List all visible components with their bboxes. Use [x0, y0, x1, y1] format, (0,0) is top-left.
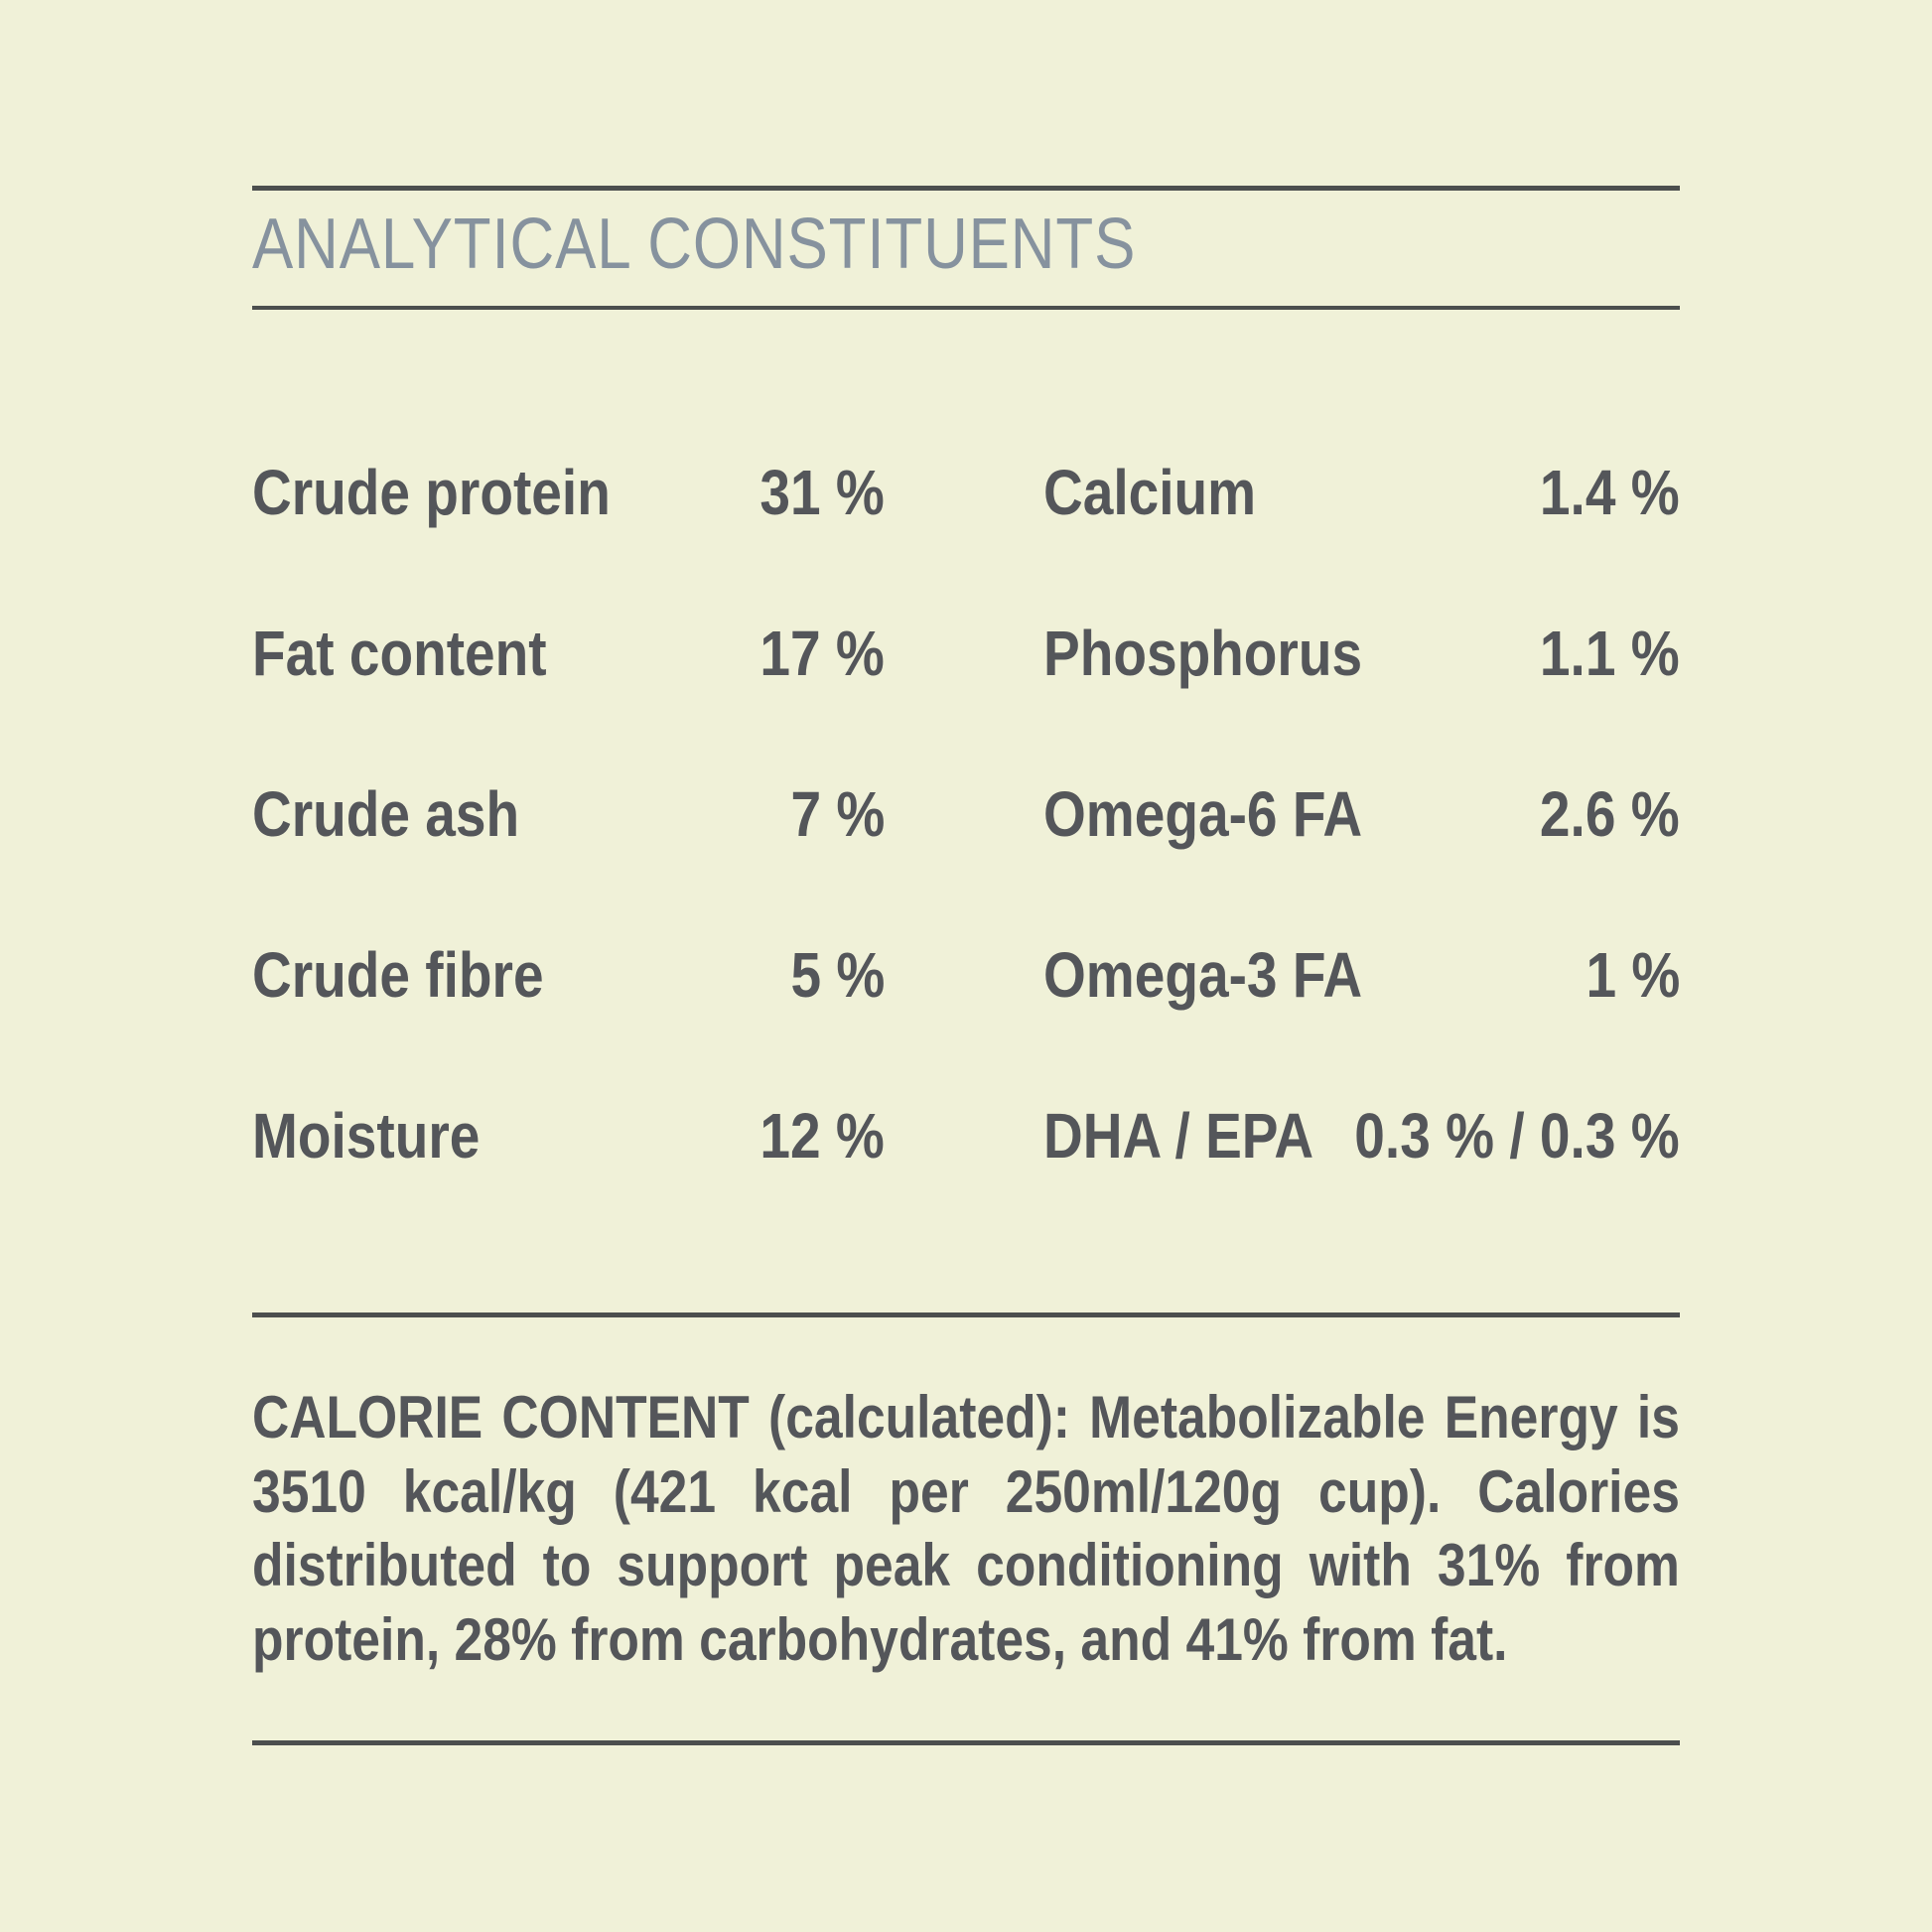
nutrient-label: Fat content	[252, 618, 547, 689]
nutrient-label: Calcium	[1043, 457, 1257, 528]
nutrient-value: 1.4 %	[1540, 457, 1680, 528]
nutrient-row-dha-epa	[1043, 1100, 1680, 1172]
nutrient-row-omega-6	[1043, 778, 1680, 850]
nutrient-row-crude-fibre	[252, 939, 885, 1011]
divider-bottom	[252, 1740, 1680, 1745]
nutrient-row-fat-content	[252, 618, 885, 689]
nutrient-label: Crude protein	[252, 457, 611, 528]
nutrient-label: Omega-6 FA	[1043, 778, 1363, 850]
nutrient-label: Moisture	[252, 1100, 481, 1172]
calorie-content-line-4: protein, 28% from carbohydrates, and 41% from fat.	[252, 1606, 1508, 1673]
panel-title	[252, 205, 1280, 284]
nutrient-value: 31 %	[759, 457, 885, 528]
nutrient-value: 7 %	[790, 778, 885, 850]
nutrient-value: 1.1 %	[1540, 618, 1680, 689]
nutrient-row-crude-ash	[252, 778, 885, 850]
divider-above-calorie-content	[252, 1312, 1680, 1317]
calorie-content-line-2: 3510 kcal/kg (421 kcal per 250ml/120g cup). Calories	[252, 1458, 1680, 1525]
divider-top	[252, 186, 1680, 191]
nutrient-row-calcium	[1043, 457, 1680, 528]
nutrient-row-omega-3	[1043, 939, 1680, 1011]
panel-title-text: ANALYTICAL CONSTITUENTS	[252, 205, 1137, 284]
nutrient-value: 0.3 % / 0.3 %	[1354, 1100, 1680, 1172]
nutrient-value: 1 %	[1586, 939, 1680, 1011]
nutrient-label: DHA / EPA	[1043, 1100, 1314, 1172]
calorie-content-line-1: CALORIE CONTENT (calculated): Metabolizable Energy is	[252, 1384, 1680, 1450]
nutrient-row-moisture	[252, 1100, 885, 1172]
divider-below-title	[252, 306, 1680, 310]
nutrient-value: 17 %	[759, 618, 885, 689]
nutrient-label: Phosphorus	[1043, 618, 1363, 689]
calorie-content-line-3: distributed to support peak conditioning with 31% from	[252, 1532, 1680, 1598]
nutrient-row-crude-protein	[252, 457, 885, 528]
nutrient-value: 5 %	[790, 939, 885, 1011]
nutrient-label: Crude fibre	[252, 939, 544, 1011]
nutrient-value: 12 %	[759, 1100, 885, 1172]
nutrient-row-phosphorus	[1043, 618, 1680, 689]
nutrient-value: 2.6 %	[1540, 778, 1680, 850]
nutrient-label: Crude ash	[252, 778, 520, 850]
nutrient-label: Omega-3 FA	[1043, 939, 1363, 1011]
